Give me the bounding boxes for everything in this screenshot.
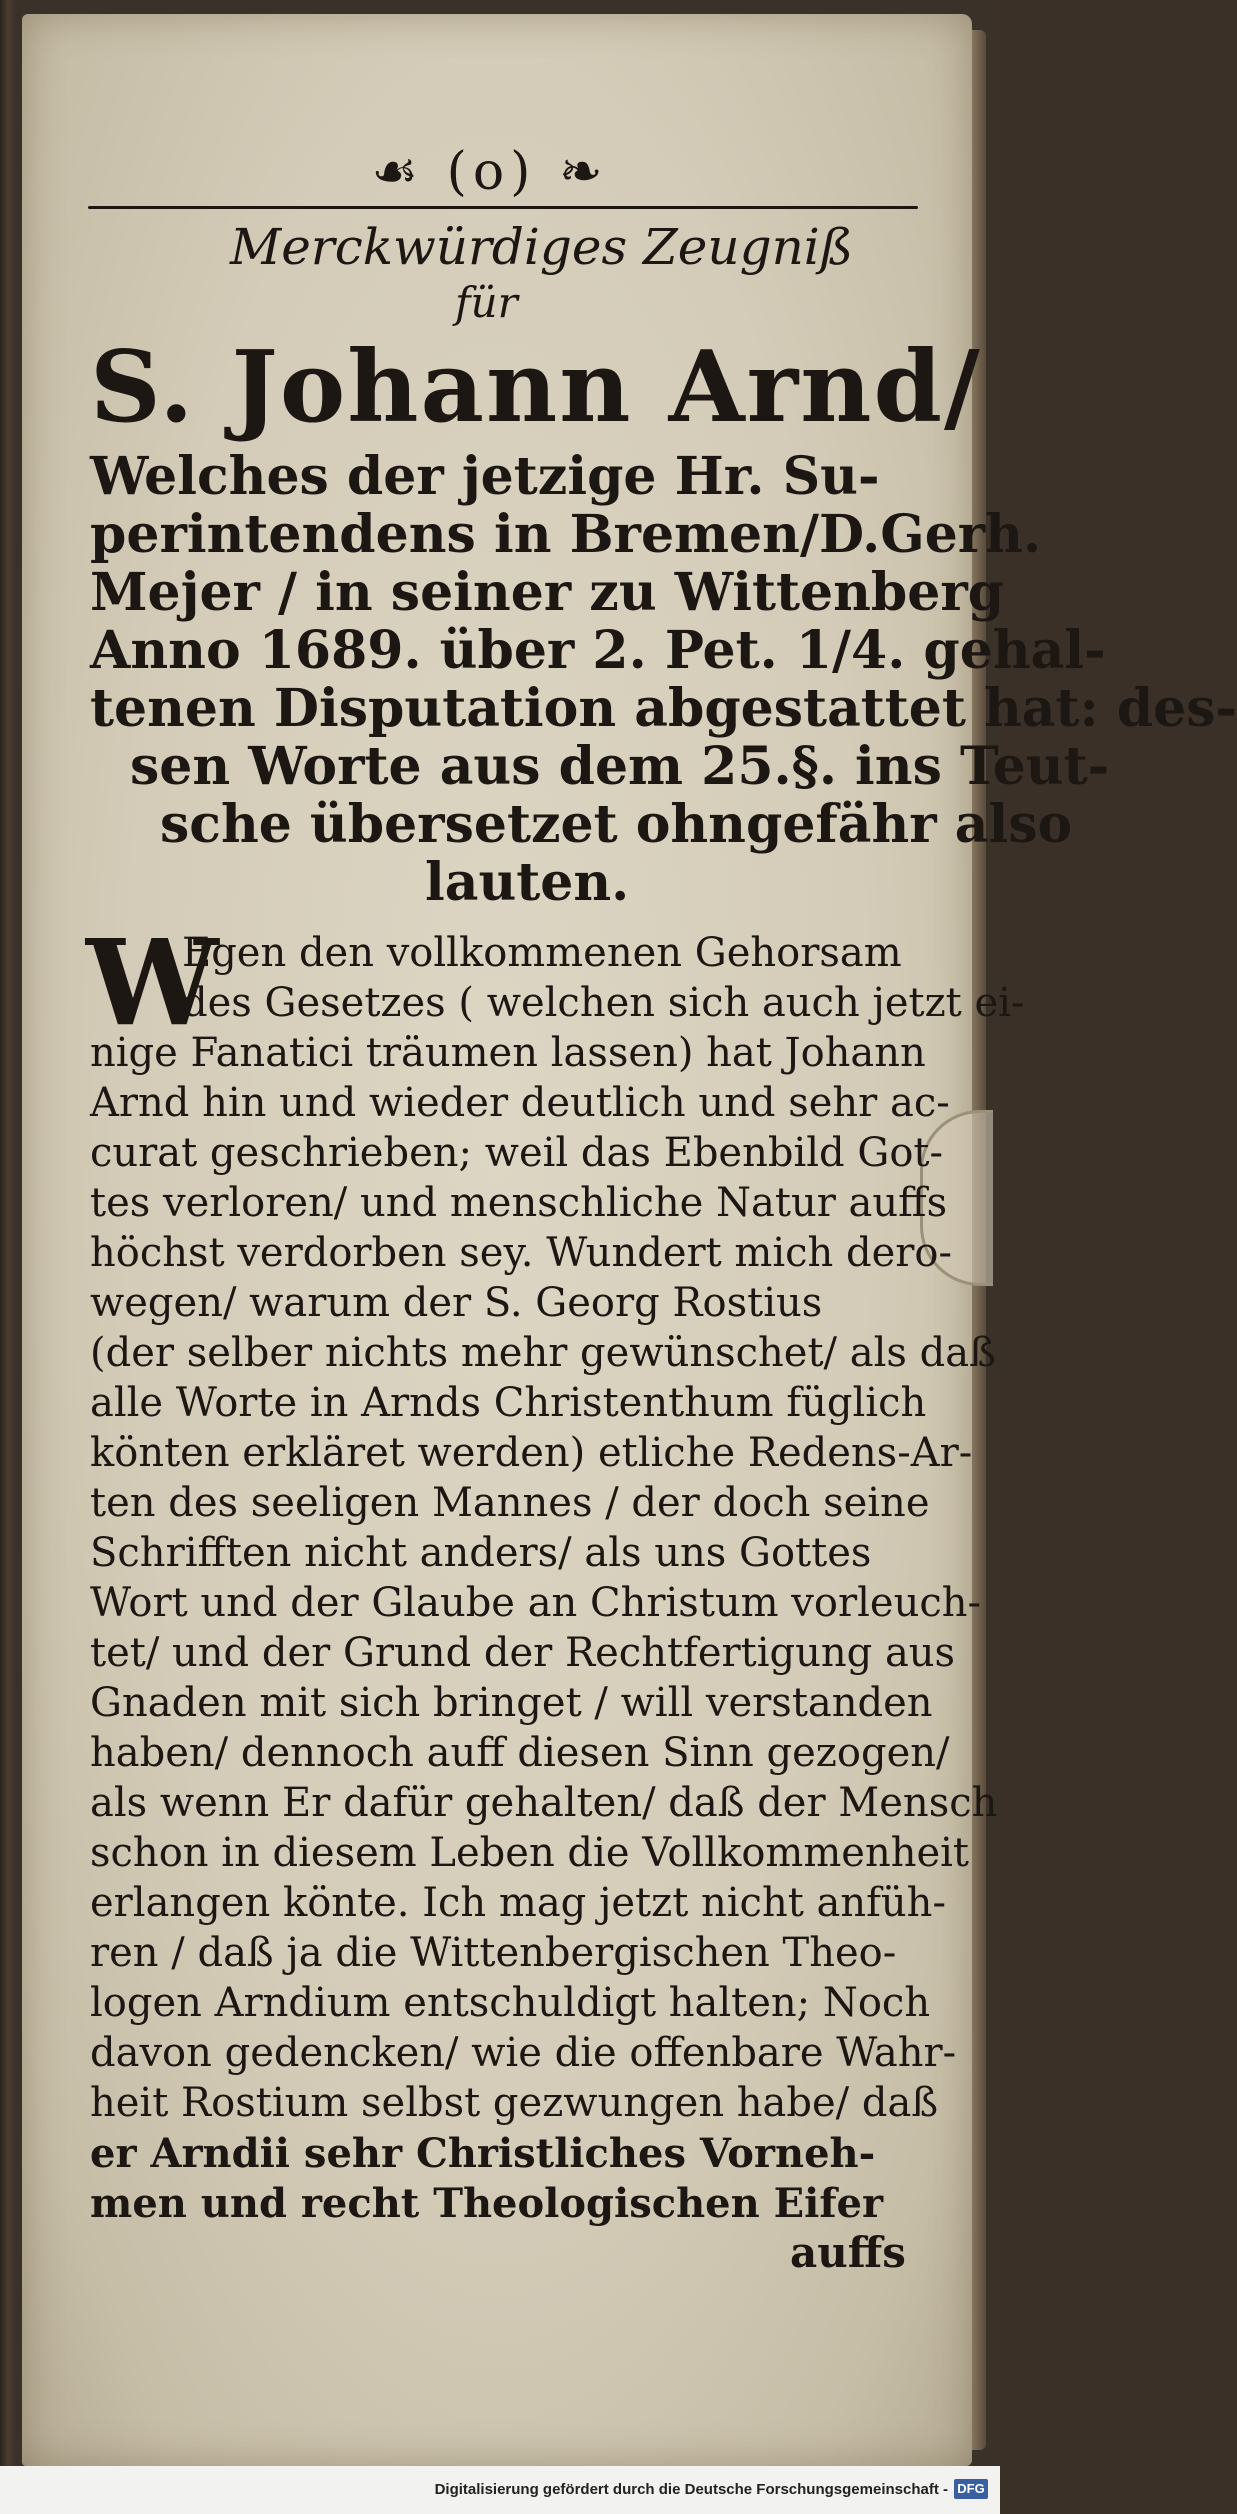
body-line: alle Worte in Arnds Christenthum füglich bbox=[90, 1380, 927, 1426]
body-line: heit Rostium selbst gezwungen habe/ daß bbox=[90, 2080, 939, 2126]
body-line: könten erkläret werden) etliche Redens-Ar- bbox=[90, 1430, 973, 1476]
title-line-2: für bbox=[455, 278, 518, 327]
drop-cap: W bbox=[86, 913, 219, 1052]
body-line: (der selber nichts mehr gewünschet/ als daß bbox=[90, 1330, 996, 1376]
heading-line: Anno 1689. über 2. Pet. 1/4. gehal- bbox=[90, 620, 1106, 681]
body-line: nige Fanatici träumen lassen) hat Johann bbox=[90, 1030, 926, 1076]
body-line: Gnaden mit sich bringet / will verstanden bbox=[90, 1680, 933, 1726]
body-line: höchst verdorben sey. Wundert mich dero- bbox=[90, 1230, 952, 1276]
heading-line: lauten. bbox=[425, 852, 630, 913]
body-line: haben/ dennoch auff diesen Sinn gezogen/ bbox=[90, 1730, 950, 1776]
heading-line: sen Worte aus dem 25.§. ins Teut- bbox=[130, 736, 1110, 797]
heading-line: perintendens in Bremen/D.Gerh. bbox=[90, 504, 1042, 565]
body-line: tet/ und der Grund der Rechtfertigung aus bbox=[90, 1630, 956, 1676]
heading-line: Mejer / in seiner zu Wittenberg bbox=[90, 562, 1005, 623]
body-line: ten des seeligen Mannes / der doch seine bbox=[90, 1480, 930, 1526]
body-line: tes verloren/ und menschliche Natur auffs bbox=[90, 1180, 948, 1226]
body-line: Schrifften nicht anders/ als uns Gottes bbox=[90, 1530, 872, 1576]
catchword: auffs bbox=[790, 2228, 906, 2277]
body-line: als wenn Er dafür gehalten/ daß der Mensch bbox=[90, 1780, 998, 1826]
body-line: curat geschrieben; weil das Ebenbild Got- bbox=[90, 1130, 943, 1176]
heading-line: tenen Disputation abgestattet hat: des- bbox=[90, 678, 1237, 739]
title-line-1: Merckwürdiges Zeugniß bbox=[230, 218, 854, 276]
title-line-3: S. Johann Arnd/ bbox=[90, 330, 982, 445]
page-header-ornament: ☙ (o) ❧ bbox=[371, 142, 609, 202]
body-line: Arnd hin und wieder deutlich und sehr ac- bbox=[90, 1080, 950, 1126]
body-line: Egen den vollkommenen Gehorsam bbox=[182, 930, 902, 976]
body-line: ren / daß ja die Wittenbergischen Theo- bbox=[90, 1930, 897, 1976]
body-line: des Gesetzes ( welchen sich auch jetzt ei- bbox=[182, 980, 1025, 1026]
body-line: davon gedencken/ wie die offenbare Wahr- bbox=[90, 2030, 957, 2076]
body-line: erlangen könte. Ich mag jetzt nicht anfüh- bbox=[90, 1880, 946, 1926]
body-line: schon in diesem Leben die Vollkommenheit bbox=[90, 1830, 970, 1876]
body-line: men und recht Theologischen Eifer bbox=[90, 2180, 884, 2227]
heading-line: Welches der jetzige Hr. Su- bbox=[90, 446, 880, 507]
digitization-credit: Digitalisierung gefördert durch die Deutsche Forschungsgemeinschaft - bbox=[434, 2481, 948, 2498]
body-line: Wort und der Glaube an Christum vorleuch- bbox=[90, 1580, 982, 1626]
heading-line: sche übersetzet ohngefähr also bbox=[160, 794, 1073, 855]
dfg-logo-icon[interactable]: DFG bbox=[954, 2479, 988, 2499]
header-rule bbox=[88, 206, 918, 209]
body-line: wegen/ warum der S. Georg Rostius bbox=[90, 1280, 823, 1326]
body-line: logen Arndium entschuldigt halten; Noch bbox=[90, 1980, 931, 2026]
body-line: er Arndii sehr Christliches Vorneh- bbox=[90, 2130, 876, 2177]
